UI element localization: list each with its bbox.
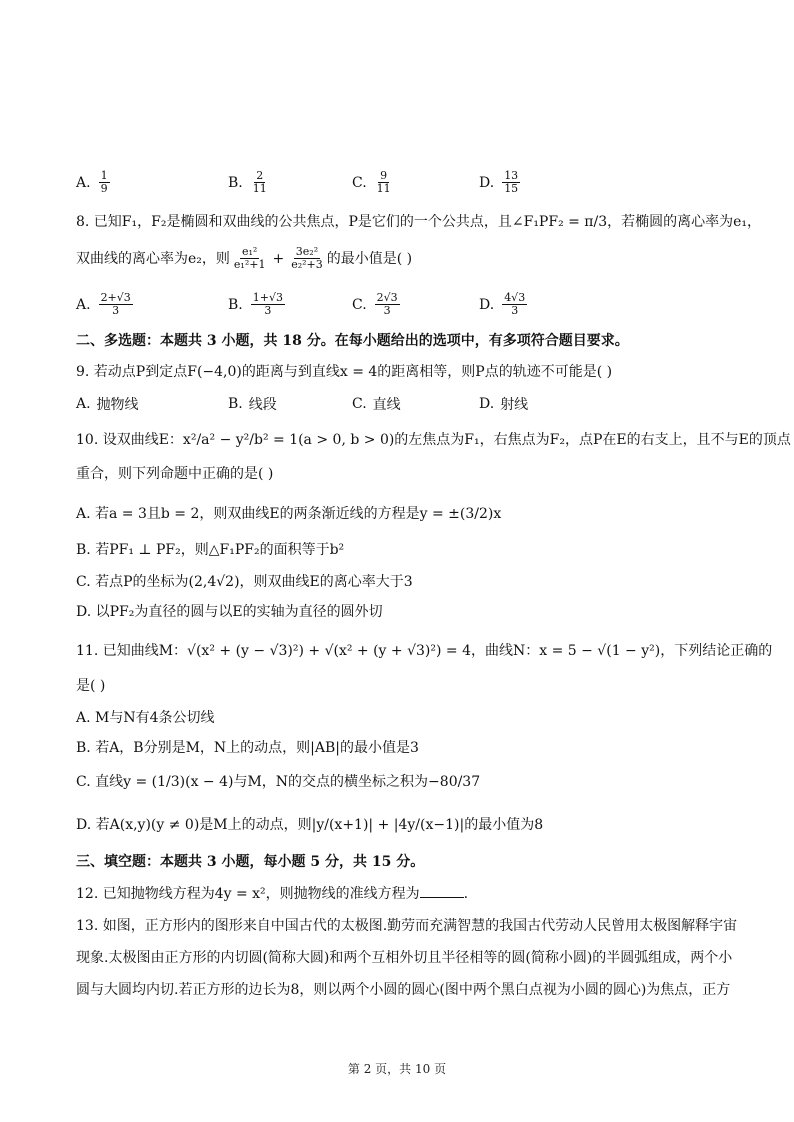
q9-option-a[interactable]: A. 抛物线 xyxy=(76,396,139,413)
q7-option-c[interactable]: C. $\frac{9}{11}$ xyxy=(352,169,391,195)
fraction-b: $\frac{\text{3e₂²}}{\text{e₂²+3}}$ xyxy=(291,245,323,271)
answer-blank[interactable] xyxy=(420,885,464,898)
q12-stem: 12. 已知抛物线方程为4y = x²，则抛物线的准线方程为 . xyxy=(76,886,469,902)
fraction: $\frac{2}{11}$ xyxy=(252,169,267,195)
q11-stem-line1: 11. 已知曲线M：√(x² + (y − √3)²) + √(x² + (y + √3)²) = 4，曲线N：x = 5 − √(1 − y²)，下列结论正确的 xyxy=(76,643,773,659)
fraction-a: $\frac{\text{e₁²}}{\text{e₁²+1}}$ xyxy=(233,245,266,271)
q7-option-a[interactable]: A. $\frac{1}{9}$ xyxy=(76,169,108,195)
section-heading-multiple-choice: 二、多选题：本题共 3 小题，共 18 分。在每小题给出的选项中，有多项符合题目要求。 xyxy=(76,333,629,349)
q9-option-c[interactable]: C. 直线 xyxy=(352,396,401,413)
q10-option-a[interactable]: A. 若a = 3且b = 2，则双曲线E的两条渐近线的方程是y = ±(3/2)x xyxy=(76,506,502,522)
q10-option-c[interactable]: C. 若点P的坐标为(2,4√2)，则双曲线E的离心率大于3 xyxy=(76,574,413,590)
q9-stem: 9. 若动点P到定点F(−4,0)的距离与到直线x = 4的距离相等，则P点的轨迹不可能是( ) xyxy=(76,364,613,380)
q10-stem-line1: 10. 设双曲线E：x²/a² − y²/b² = 1(a > 0, b > 0)的左焦点为F₁，右焦点为F₂，点P在E的右支上，且不与E的顶点 xyxy=(76,432,791,448)
q11-option-a[interactable]: A. M与N有4条公切线 xyxy=(76,710,215,726)
q8-option-a[interactable]: A. $\frac{2+√3}{3}$ xyxy=(76,291,131,317)
fraction: $\frac{13}{15}$ xyxy=(504,169,519,195)
q10-option-b[interactable]: B. 若PF₁ ⊥ PF₂，则△F₁PF₂的面积等于b² xyxy=(76,542,345,558)
q13-stem-line2: 现象.太极图由正方形的内切圆(简称大圆)和两个互相外切且半径相等的圆(简称小圆)的半圆弧组成，两个小 xyxy=(76,950,733,966)
q8-option-b[interactable]: B. $\frac{1+√3}{3}$ xyxy=(228,291,283,317)
q8-option-d[interactable]: D. $\frac{4√3}{3}$ xyxy=(479,291,526,317)
q8-stem-line1: 8. 已知F₁，F₂是椭圆和双曲线的公共焦点，P是它们的一个公共点，且∠F₁PF₂ = π/3，若椭圆的离心率为e₁， xyxy=(76,214,762,230)
q9-option-b[interactable]: B. 线段 xyxy=(228,396,277,413)
q13-stem-line1: 13. 如图，正方形内的图形来自中国古代的太极图.勤劳而充满智慧的我国古代劳动人民曾用太极图解释宇宙 xyxy=(76,918,738,934)
q10-option-d[interactable]: D. 以PF₂为直径的圆与以E的实轴为直径的圆外切 xyxy=(76,604,383,620)
section-heading-fill-in: 三、填空题：本题共 3 小题，每小题 5 分，共 15 分。 xyxy=(76,854,425,870)
q8-options xyxy=(76,292,726,316)
page-footer: 第 2 页，共 10 页 xyxy=(347,1062,447,1076)
q9-option-d[interactable]: D. 射线 xyxy=(479,396,529,413)
q10-stem-line2: 重合，则下列命题中正确的是( ) xyxy=(76,466,274,482)
fraction: $\frac{9}{11}$ xyxy=(376,169,391,195)
q7-option-b[interactable]: B. $\frac{2}{11}$ xyxy=(228,169,267,195)
q11-option-d[interactable]: D. 若A(x,y)(y ≠ 0)是M上的动点，则|y/(x+1)| + |4y/(x−1)|的最小值为8 xyxy=(76,817,544,833)
fraction: $\frac{2+√3}{3}$ xyxy=(100,291,131,317)
q8-stem-line2: 双曲线的离心率为e₂，则 $\frac{\text{e₁²}}{\text{e₁²+1}}$ + $\frac{\text{3e₂²}}{\text{e₂²+3}}$ 的最小值是( ) xyxy=(76,245,413,271)
fraction: $\frac{1}{9}$ xyxy=(100,169,108,195)
q7-options xyxy=(76,170,726,194)
fraction: $\frac{2√3}{3}$ xyxy=(376,291,398,317)
q11-option-c[interactable]: C. 直线y = (1/3)(x − 4)与M，N的交点的横坐标之积为−80/37 xyxy=(76,774,481,790)
fraction: $\frac{4√3}{3}$ xyxy=(504,291,526,317)
q13-stem-line3: 圆与大圆均内切.若正方形的边长为8，则以两个小圆的圆心(图中两个黑白点视为小圆的圆心)为焦点，正方 xyxy=(76,982,731,998)
q11-stem-line2: 是( ) xyxy=(76,678,106,694)
fraction: $\frac{1+√3}{3}$ xyxy=(252,291,283,317)
q7-option-d[interactable]: D. $\frac{13}{15}$ xyxy=(479,169,519,195)
q11-option-b[interactable]: B. 若A，B分别是M，N上的动点，则|AB|的最小值是3 xyxy=(76,740,419,756)
q8-option-c[interactable]: C. $\frac{2√3}{3}$ xyxy=(352,291,398,317)
q9-options xyxy=(76,394,726,418)
